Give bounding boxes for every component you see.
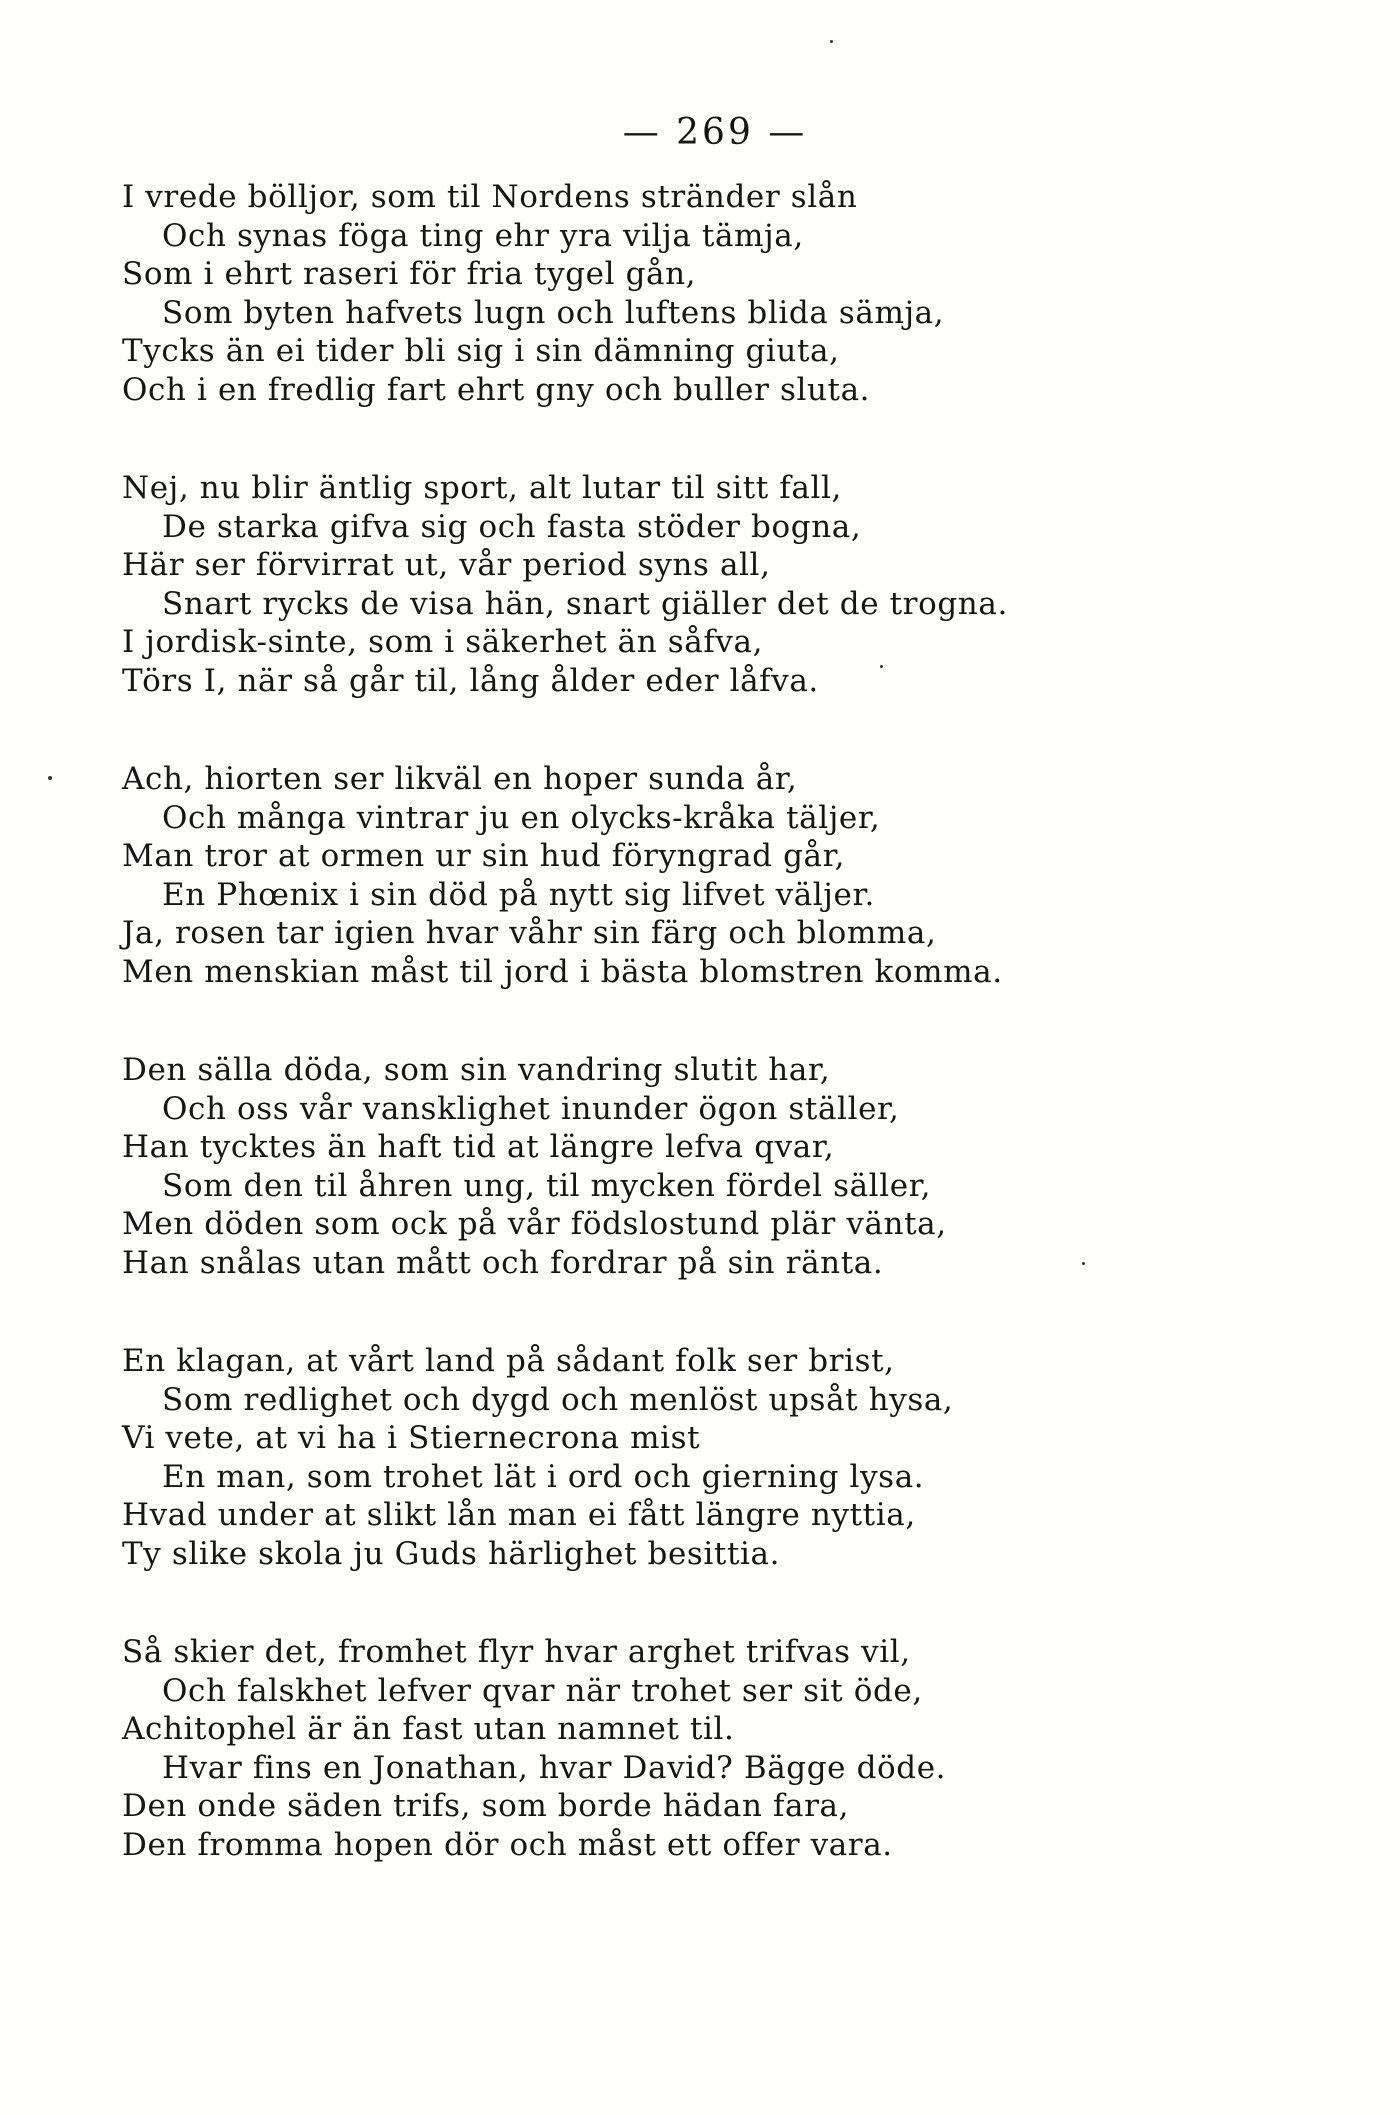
stanza-1: [122, 178, 1322, 409]
poem-line: I jordisk-sinte, som i säkerhet än såfva,: [122, 624, 764, 660]
poem-line: Som den til åhren ung, til mycken fördel säller,: [162, 1167, 932, 1204]
poem-line: Som i ehrt raseri för fria tygel gån,: [122, 256, 697, 292]
stanza-4: [122, 1051, 1322, 1282]
poem-line: Hvar fins en Jonathan, hvar David? Bägge döde.: [162, 1749, 947, 1786]
print-speck: [880, 665, 883, 668]
poem-line: En Phœnix i sin död på nytt sig lifvet väljer.: [162, 876, 875, 913]
poem-line: De starka gifva sig och fasta stöder bogna,: [162, 508, 862, 545]
poem-line: Han snålas utan mått och fordrar på sin ränta.: [122, 1244, 884, 1281]
print-speck: [1082, 1262, 1085, 1265]
poem-line: En man, som trohet lät i ord och gierning lysa.: [162, 1458, 925, 1495]
poem-line: Och i en fredlig fart ehrt gny och buller sluta.: [122, 371, 871, 408]
poem-line: Som redlighet och dygd och menlöst upsåt hysa,: [162, 1381, 954, 1418]
poem-line: En klagan, at vårt land på sådant folk ser brist,: [122, 1343, 895, 1379]
stanza-5: [122, 1342, 1322, 1573]
poem-line: Den fromma hopen dör och måst ett offer vara.: [122, 1826, 893, 1863]
poem-line: Ja, rosen tar igien hvar våhr sin färg och blomma,: [122, 915, 937, 951]
poem-line: Ty slike skola ju Guds härlighet besittia.: [122, 1535, 781, 1572]
poem-line: Han tycktes än haft tid at längre lefva qvar,: [122, 1129, 835, 1165]
print-speck: [48, 776, 52, 780]
poem-line: Tycks än ei tider bli sig i sin dämning giuta,: [122, 333, 840, 369]
poem-line: I vrede bölljor, som til Nordens stränder slån: [122, 179, 858, 215]
poem-line: Ach, hiorten ser likväl en hoper sunda år,: [122, 761, 798, 797]
poem-line: Nej, nu blir äntlig sport, alt lutar til sitt fall,: [122, 470, 842, 506]
poem-line: Hvad under at slikt lån man ei fått längre nyttia,: [122, 1497, 916, 1533]
poem-line: Törs I, när så går til, lång ålder eder låfva.: [122, 662, 819, 699]
stanza-2: [122, 469, 1322, 700]
poem-line: Den sälla döda, som sin vandring slutit har,: [122, 1052, 831, 1088]
poem-line: Den onde säden trifs, som borde hädan fara,: [122, 1788, 850, 1824]
page-number: — 269 —: [622, 112, 808, 153]
poem-line: Och oss vår vansklighet inunder ögon ställer,: [162, 1090, 900, 1127]
poem: [122, 178, 1322, 1924]
poem-line: Som byten hafvets lugn och luftens blida sämja,: [162, 294, 945, 331]
poem-line: Och falskhet lefver qvar när trohet ser sit öde,: [162, 1672, 923, 1709]
poem-line: Achitophel är än fast utan namnet til.: [122, 1711, 735, 1747]
poem-line: Och synas föga ting ehr yra vilja tämja,: [162, 217, 804, 254]
poem-line: Men menskian måst til jord i bästa blomstren komma.: [122, 953, 1003, 990]
stanza-6: [122, 1633, 1322, 1864]
poem-line: Snart rycks de visa hän, snart giäller det de trogna.: [162, 585, 1008, 622]
poem-line: Men döden som ock på vår födslostund plär vänta,: [122, 1206, 947, 1242]
poem-line: Vi vete, at vi ha i Stiernecrona mist: [122, 1420, 701, 1456]
poem-line: Man tror at ormen ur sin hud föryngrad går,: [122, 838, 846, 874]
poem-line: Här ser förvirrat ut, vår period syns all,: [122, 547, 771, 583]
poem-line: Och många vintrar ju en olycks-kråka täljer,: [162, 799, 881, 836]
poem-line: Så skier det, fromhet flyr hvar arghet trifvas vil,: [122, 1634, 911, 1670]
stanza-3: [122, 760, 1322, 991]
print-speck: [830, 40, 833, 43]
